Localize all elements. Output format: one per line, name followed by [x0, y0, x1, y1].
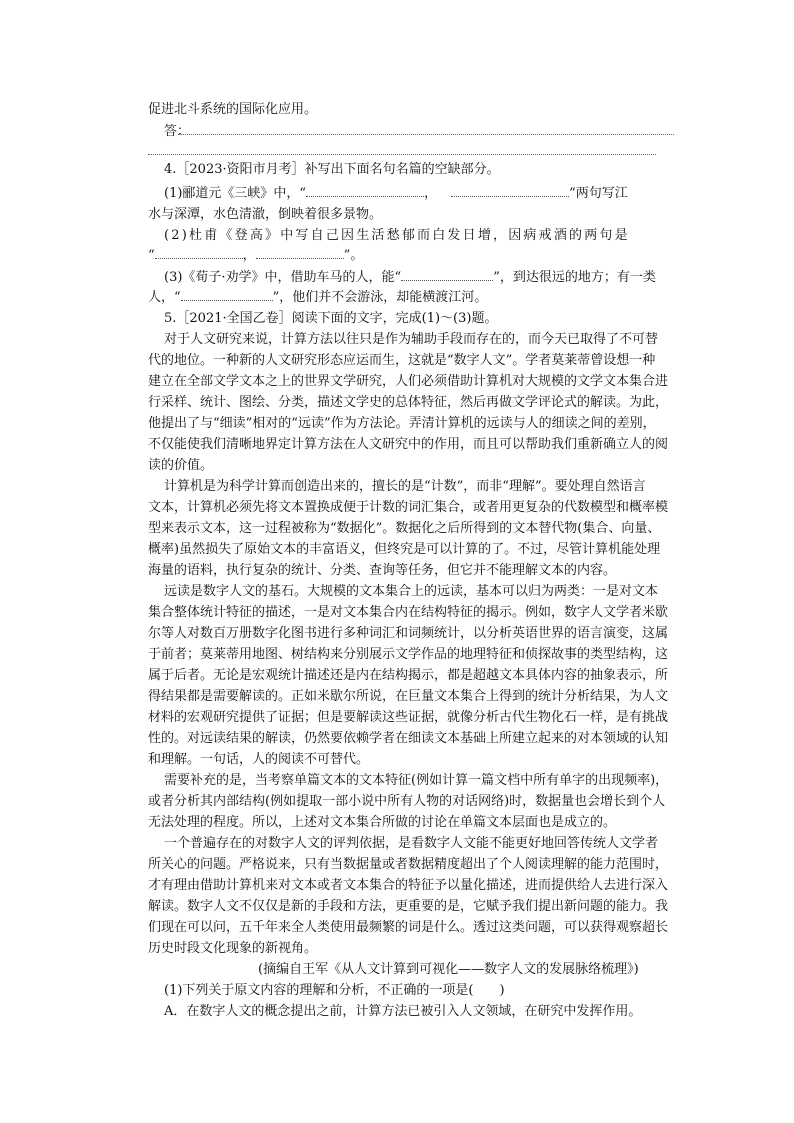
- paragraph-4-line: 或者分析其内部结构(例如提取一部小说中所有人物的对话网络)时，数据量也会增长到个人: [148, 794, 666, 809]
- paragraph-3-line: 属于后者。无论是宏观统计描述还是内在结构揭示，都是超越文本具体内容的抽象表示，所: [148, 668, 669, 683]
- paragraph-3-line: 性的。对远读结果的解读，仍然要依赖学者在细读文本基础上所建立起来的对本领域的认知: [148, 731, 669, 746]
- text-line: 促进北斗系统的国际化应用。: [148, 102, 318, 117]
- paragraph-3-line: 尔等人对数百万册数字化图书进行多种词汇和词频统计，以分析英语世界的语言演变，这属: [148, 626, 669, 641]
- text-segment: ”两句写江: [569, 186, 628, 201]
- paragraph-3-line: 和理解。一句话，人的阅读不可替代。: [148, 752, 370, 767]
- question-4-2: (2)杜甫《登高》中写自己因生活愁郁而白发日增，因病戒酒的两句是: [164, 228, 630, 243]
- paragraph-5-line: 解读。数字人文不仅仅是新的手段和方法，更重要的是，它赋予我们提出新问题的能力。我: [148, 899, 669, 914]
- paragraph-5-line: 一个普遍存在的对数字人文的评判依据，是看数字人文能不能更好地回答传统人文学者: [164, 836, 659, 851]
- text-segment: ，: [424, 186, 438, 201]
- text-segment: ”，他们并不会游泳，却能横渡江河。: [272, 290, 488, 305]
- paragraph-2-line: 型来表示文本，这一过程被称为“数据化”。数据化之后所得到的文本替代物(集合、向量、: [148, 521, 661, 536]
- paragraph-1-line: 行采样、统计、图绘、分类，描述文学史的总体特征，然后再做文学评论式的解读。为此，: [148, 395, 669, 410]
- question-4-2-blanks: [148, 246, 668, 265]
- paragraph-5-line: 们现在可以问，五千年来全人类使用最频繁的词是什么。透过这类问题，可以获得观察超长: [148, 920, 669, 935]
- paragraph-1-line: 不仅能使我们清晰地界定计算方法在人文研究中的作用，而且可以帮助我们重新确立人的阅: [148, 437, 669, 452]
- answer-label: 答：: [164, 124, 191, 139]
- fill-blank[interactable]: [401, 268, 493, 281]
- question-4-1: [164, 184, 684, 203]
- paragraph-3-line: 得结果都是需要解读的。正如米歇尔所说，在巨量文本集合上得到的统计分析结果，为人文: [148, 689, 669, 704]
- paragraph-3-line: 远读是数字人文的基石。大规模的文本集合上的远读，基本可以归为两类：一是对文本: [164, 584, 659, 599]
- paragraph-2-line: 概率)虽然损失了原始文本的丰富语义，但终究是可以计算的了。不过，尽管计算机能处理: [148, 542, 661, 557]
- answer-line-1: [178, 134, 674, 135]
- paragraph-2-line: 计算机是为科学计算而创造出来的，擅长的是“计数”，而非“理解”。要处理自然语言: [164, 479, 646, 494]
- paragraph-5-line: 历史时段文化现象的新视角。: [148, 941, 318, 956]
- fill-blank[interactable]: [451, 184, 569, 197]
- question-5-title: 5.［2021·全国乙卷］阅读下面的文字，完成(1)～(3)题。: [164, 311, 498, 326]
- paragraph-5-line: 才有理由借助计算机来对文本或者文本集合的特征予以量化描述，进而提供给人去进行深入: [148, 878, 669, 893]
- paragraph-1-line: 读的价值。: [148, 458, 214, 473]
- text-segment: ”。: [343, 248, 364, 263]
- paragraph-3-line: 于前者；莫莱蒂用地图、树结构来分别展示文学作品的地理特征和侦探故事的类型结构，这: [148, 647, 669, 662]
- text-line: 水与深潭，水色清澈，倒映着很多景物。: [148, 207, 383, 222]
- text-segment: (3)《荀子·劝学》中，借助车马的人，能“: [164, 270, 402, 285]
- paragraph-3-line: 材料的宏观研究提供了证据；但是要解读这些证据，就像分析古代生物化石一样，是有挑战: [148, 710, 669, 725]
- question-4-3-cont: [148, 288, 668, 307]
- paragraph-2-line: 文本，计算机必须先将文本置换成便于计数的词汇集合，或者用更复杂的代数模型和概率模: [148, 500, 669, 515]
- paragraph-2-line: 海量的语料，执行复杂的统计、分类、查询等任务，但它并不能理解文本的内容。: [148, 563, 617, 578]
- paragraph-3-line: 集合整体统计特征的描述，一是对文本集合内在结构特征的揭示。例如，数字人文学者米歇: [148, 605, 669, 620]
- text-segment: ”，到达很远的地方；有一类: [493, 270, 656, 285]
- paragraph-1-line: 建立在全部文学文本之上的世界文学研究，人们必须借助计算机对大规模的文学文本集合进: [148, 374, 669, 389]
- sub-question-1: (1)下列关于原文内容的理解和分析，不正确的一项是( ): [164, 983, 505, 998]
- fill-blank[interactable]: [155, 246, 243, 259]
- option-a: A．在数字人文的概念提出之前，计算方法已被引入人文领域，在研究中发挥作用。: [164, 1004, 642, 1019]
- answer-line-2: [148, 154, 656, 155]
- text-segment: “: [148, 248, 155, 263]
- fill-blank[interactable]: [256, 246, 344, 259]
- paragraph-4-line: 无法处理的程度。所以，上述对文本集合所做的讨论在单篇文本层面也是成立的。: [148, 815, 617, 830]
- question-4-3: [164, 268, 684, 287]
- paragraph-1-line: 代的地位。一种新的人文研究形态应运而生，这就是“数字人文”。学者莫莱蒂曾设想一种: [148, 353, 656, 368]
- fill-blank[interactable]: [181, 288, 273, 301]
- paragraph-5-line: 所关心的问题。严格说来，只有当数据量或者数据精度超出了个人阅读理解的能力范围时，: [148, 857, 669, 872]
- paragraph-1-line: 对于人文研究来说，计算方法以往只是作为辅助手段而存在的，而今天已取得了不可替: [164, 332, 659, 347]
- text-segment: ，: [242, 248, 256, 263]
- question-4-title: 4.［2023·资阳市月考］补写出下面名句名篇的空缺部分。: [164, 162, 500, 177]
- fill-blank[interactable]: [306, 184, 424, 197]
- paragraph-4-line: 需要补充的是，当考察单篇文本的文本特征(例如计算一篇文档中所有单字的出现频率)，: [164, 773, 669, 788]
- source-citation: (摘编自王军《从人文计算到可视化——数字人文的发展脉络梳理》): [258, 962, 639, 977]
- text-segment: (1)郦道元《三峡》中，“: [164, 186, 307, 201]
- paragraph-1-line: 他提出了与“细读”相对的“远读”作为方法论。弄清计算机的远读与人的细读之间的差别，: [148, 416, 656, 431]
- text-segment: 人，“: [148, 290, 181, 305]
